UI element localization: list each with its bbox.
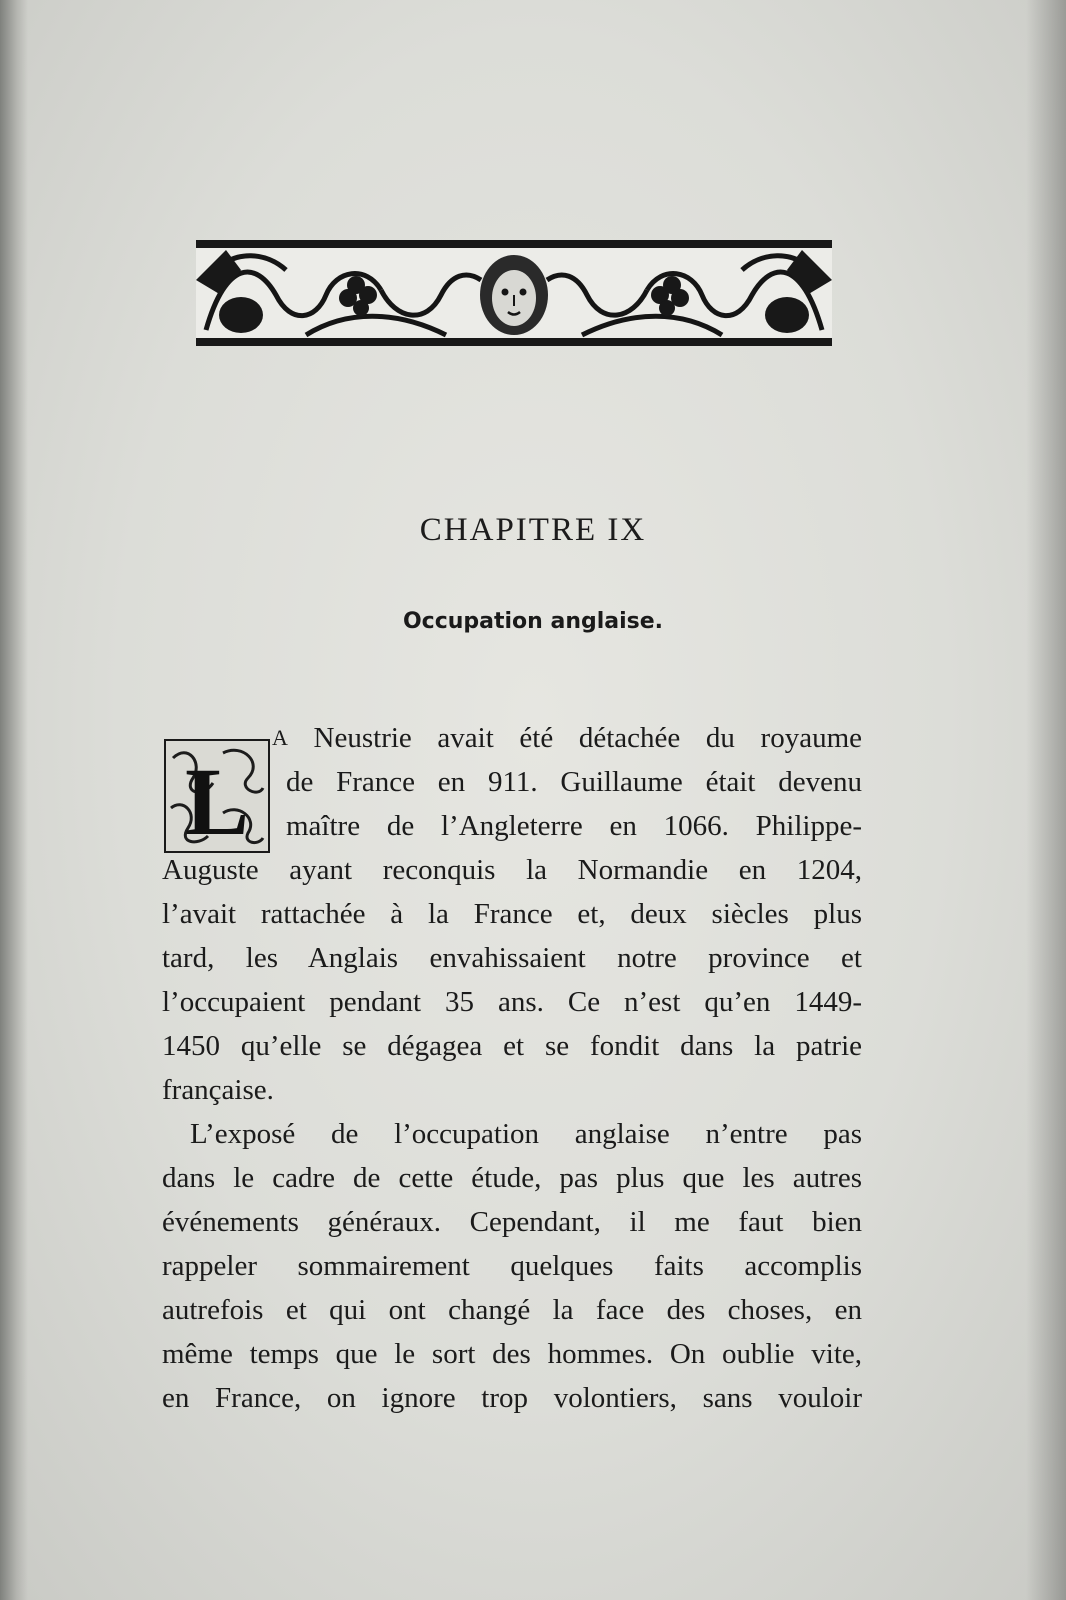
text-line-16: en France, on ignore trop volontiers, sans vouloir — [162, 1382, 862, 1414]
text-line-3: maître de l’Angleterre en 1066. Philippe- — [286, 810, 862, 842]
text-line-9: française. — [162, 1074, 274, 1106]
page-gutter-shadow — [0, 0, 28, 1600]
text-line-2: de France en 911. Guillaume était devenu — [286, 766, 862, 798]
text-line-6: tard, les Anglais envahissaient notre province et — [162, 942, 862, 974]
text-line-10: L’exposé de l’occupation anglaise n’entre pas — [190, 1118, 862, 1150]
text-line-15: même temps que le sort des hommes. On oublie vite, — [162, 1338, 862, 1370]
text-line-5: l’avait rattachée à la France et, deux siècles plus — [162, 898, 862, 930]
text-line-12: événements généraux. Cependant, il me faut bien — [162, 1206, 862, 1238]
text-line-11: dans le cadre de cette étude, pas plus que les autres — [162, 1162, 862, 1194]
text-line-1 — [272, 720, 862, 756]
text-line-4: Auguste ayant reconquis la Normandie en 1204, — [162, 854, 862, 886]
ornamental-headpiece — [196, 240, 832, 346]
chapter-title: CHAPITRE IX — [419, 512, 647, 548]
text-line-8: 1450 qu’elle se dégagea et se fondit dans la patrie — [162, 1030, 862, 1062]
text-line-7: l’occupaient pendant 35 ans. Ce n’est qu’en 1449- — [162, 986, 862, 1018]
section-title: Occupation anglaise. — [402, 609, 664, 634]
first-word-rest: A — [272, 725, 288, 750]
drop-cap-initial — [163, 738, 271, 854]
text-line-1-content: Neustrie avait été détachée du royaume — [313, 722, 862, 754]
page-edge-shadow — [1026, 0, 1066, 1600]
text-line-14: autrefois et qui ont changé la face des choses, en — [162, 1294, 862, 1326]
drop-cap-letter: L — [184, 748, 250, 854]
text-line-13: rappeler sommairement quelques faits accomplis — [162, 1250, 862, 1282]
